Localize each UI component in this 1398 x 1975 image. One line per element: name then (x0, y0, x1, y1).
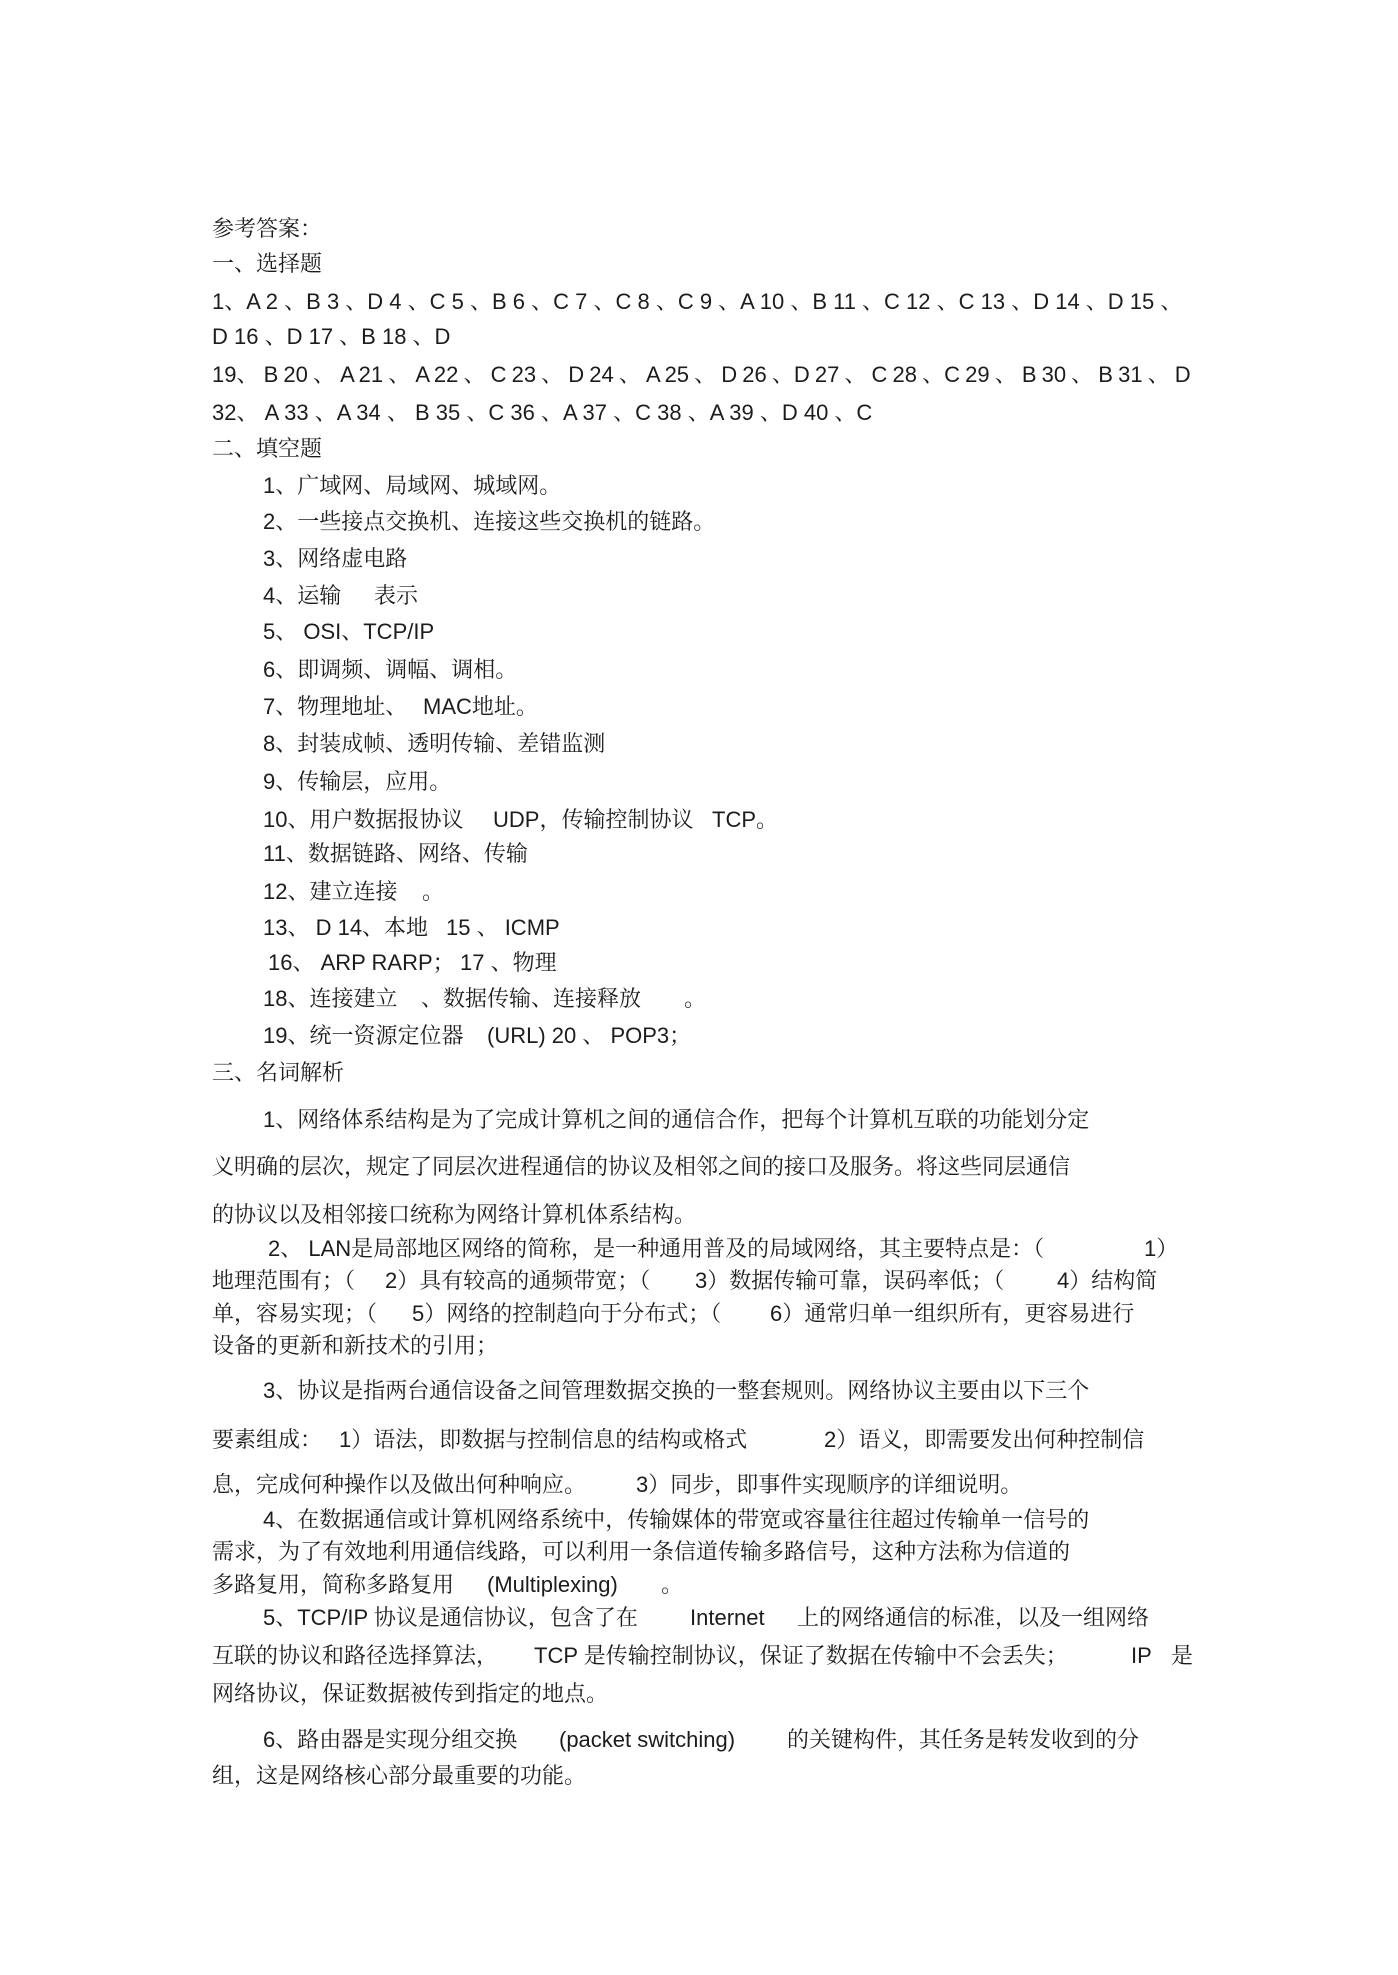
paragraph-line (0, 1236, 1398, 1262)
paragraph-line (0, 1643, 1398, 1669)
fill-answer-item (0, 731, 1398, 757)
fill-answer-text: 4、运输 (263, 583, 342, 608)
paragraph-text: 3）数据传输可靠，误码率低；（ (695, 1268, 1005, 1293)
fill-answer-text: 10、用户数据报协议 (263, 807, 464, 832)
fill-answer-text: 12、建立连接 (263, 879, 398, 904)
paragraph-text: 上的网络通信的标准，以及一组网络 (797, 1605, 1150, 1630)
fill-answer-text: (URL) 20 、 POP3； (487, 1023, 692, 1048)
paragraph-text: 的关键构件，其任务是转发收到的分 (787, 1727, 1140, 1752)
paragraph-line (0, 1605, 1398, 1631)
paragraph-text: 网络协议，保证数据被传到指定的地点。 (212, 1681, 609, 1706)
paragraph-text: 要素组成： (212, 1427, 323, 1452)
fill-answer-text: 6、即调频、调幅、调相。 (263, 657, 518, 682)
fill-answer-item (0, 583, 1398, 609)
fill-answer-item (0, 807, 1398, 833)
fill-answer-item (0, 509, 1398, 535)
paragraph-text: 2、 LAN是局部地区网络的简称，是一种通用普及的局域网络，其主要特点是：（ (268, 1236, 1045, 1261)
fill-answer-text: 15 、 ICMP (446, 915, 560, 940)
fill-answer-text: TCP。 (712, 807, 779, 832)
paragraph-text: 地理范围有；（ (212, 1268, 356, 1293)
fill-answer-item (0, 769, 1398, 795)
paragraph-line (0, 1472, 1398, 1498)
paragraph-text: 5）网络的控制趋向于分布式；（ (412, 1301, 722, 1326)
fill-answer-text: 17 、物理 (460, 950, 557, 975)
fill-answer-text: 5、 OSI、TCP/IP (263, 619, 435, 644)
paragraph-text: 1） (1144, 1236, 1179, 1261)
fill-answer-text: MAC地址。 (423, 694, 538, 719)
fill-answer-text: 16、 ARP RARP； (268, 950, 455, 975)
choice-answer-text: D 16 、D 17 、B 18 、D (212, 324, 451, 349)
fill-answer-text: 18、连接建立 (263, 986, 398, 1011)
paragraph-text: 4、在数据通信或计算机网络系统中，传输媒体的带宽或容量往往超过传输单一信号的 (263, 1507, 1090, 1532)
choice-answer-line (0, 289, 1398, 315)
fill-answer-text: 3、网络虚电路 (263, 546, 408, 571)
paragraph-text: 是 (1171, 1643, 1194, 1668)
choice-answer-line (0, 362, 1398, 388)
fill-answer-item (0, 473, 1398, 499)
fill-answer-text: 、数据传输、连接释放 (421, 986, 642, 1011)
paragraph-line (0, 1378, 1398, 1404)
paragraph-line (0, 1539, 1398, 1565)
paragraph-line (0, 1427, 1398, 1453)
fill-answer-text: 11、数据链路、网络、传输 (263, 841, 528, 866)
paragraph-line (0, 1154, 1398, 1180)
fill-answer-text: 1、广域网、局域网、城域网。 (263, 473, 562, 498)
paragraph-text: Internet (690, 1605, 765, 1630)
paragraph-text: (Multiplexing) (487, 1572, 618, 1597)
choice-answer-line (0, 400, 1398, 426)
fill-answer-item (0, 915, 1398, 941)
paragraph-line (0, 1763, 1398, 1789)
paragraph-text: 。 (661, 1572, 684, 1597)
fill-answer-text: 表示 (374, 583, 419, 608)
fill-answer-text: 2、一些接点交换机、连接这些交换机的链路。 (263, 509, 716, 534)
fill-answer-item (0, 546, 1398, 572)
paragraph-text: 2）具有较高的通频带宽；（ (385, 1268, 651, 1293)
fill-answer-text: 8、封装成帧、透明传输、差错监测 (263, 731, 606, 756)
section-title-text: 一、选择题 (212, 251, 323, 276)
fill-answer-item (0, 694, 1398, 720)
choice-answer-text: 1、A 2 、B 3 、D 4 、C 5 、B 6 、C 7 、C 8 、C 9 、A 10 、B 11 、C 12 、C 13 、D 14 、D 15 、 (212, 289, 1183, 314)
paragraph-text: 1、网络体系结构是为了完成计算机之间的通信合作，把每个计算机互联的功能划分定 (263, 1107, 1090, 1132)
paragraph-text: 需求，为了有效地利用通信线路，可以利用一条信道传输多路信号，这种方法称为信道的 (212, 1539, 1071, 1564)
section-title-fill (0, 436, 1398, 462)
paragraph-line (0, 1268, 1398, 1294)
choice-answer-line (0, 324, 1398, 350)
choice-answer-text: 32、 A 33 、A 34 、 B 35 、C 36 、A 37 、C 38 、A 39 、D 40 、C (212, 400, 873, 425)
paragraph-line (0, 1202, 1398, 1228)
fill-answer-item (0, 657, 1398, 683)
paragraph-text: 组，这是网络核心部分最重要的功能。 (212, 1763, 587, 1788)
paragraph-text: 2）语义，即需要发出何种控制信 (824, 1427, 1145, 1452)
paragraph-text: IP (1131, 1643, 1152, 1668)
fill-answer-item (0, 841, 1398, 867)
document-heading (0, 216, 1398, 242)
paragraph-text: 设备的更新和新技术的引用； (212, 1333, 499, 1358)
section-title-text: 二、填空题 (212, 436, 323, 461)
paragraph-line (0, 1507, 1398, 1533)
fill-answer-text: 。 (422, 879, 445, 904)
paragraph-line (0, 1333, 1398, 1359)
paragraph-text: (packet switching) (559, 1727, 736, 1752)
paragraph-text: 的协议以及相邻接口统称为网络计算机体系结构。 (212, 1202, 697, 1227)
paragraph-text: 6、路由器是实现分组交换 (263, 1727, 518, 1752)
section-title-terms (0, 1060, 1398, 1086)
choice-answer-text: 19、 B 20 、 A 21 、 A 22 、 C 23 、 D 24 、 A 25 、 D 26 、D 27 、 C 28 、C 29 、 B 30 、 B 31 、 D (212, 362, 1191, 387)
heading-text: 参考答案： (212, 216, 323, 241)
fill-answer-item (0, 879, 1398, 905)
paragraph-text: TCP 是传输控制协议，保证了数据在传输中不会丢失； (534, 1643, 1068, 1668)
paragraph-text: 4）结构简 (1057, 1268, 1158, 1293)
paragraph-line (0, 1301, 1398, 1327)
fill-answer-text: 19、统一资源定位器 (263, 1023, 464, 1048)
paragraph-text: 3、协议是指两台通信设备之间管理数据交换的一整套规则。网络协议主要由以下三个 (263, 1378, 1090, 1403)
paragraph-text: 多路复用，简称多路复用 (212, 1572, 455, 1597)
paragraph-text: 互联的协议和路径选择算法， (212, 1643, 499, 1668)
fill-answer-item (0, 619, 1398, 645)
paragraph-line (0, 1572, 1398, 1598)
paragraph-text: 息，完成何种操作以及做出何种响应。 (212, 1472, 587, 1497)
fill-answer-text: 13、 D 14、本地 (263, 915, 429, 940)
paragraph-line (0, 1681, 1398, 1707)
fill-answer-text: UDP，传输控制协议 (493, 807, 694, 832)
paragraph-text: 6）通常归单一组织所有，更容易进行 (770, 1301, 1135, 1326)
section-title-choice (0, 251, 1398, 277)
paragraph-text: 3）同步，即事件实现顺序的详细说明。 (636, 1472, 1023, 1497)
fill-answer-text: 7、物理地址、 (263, 694, 408, 719)
fill-answer-item (0, 986, 1398, 1012)
section-title-text: 三、名词解析 (212, 1060, 345, 1085)
paragraph-line (0, 1107, 1398, 1133)
paragraph-text: 单，容易实现；（ (212, 1301, 378, 1326)
paragraph-text: 1）语法，即数据与控制信息的结构或格式 (339, 1427, 748, 1452)
fill-answer-text: 。 (684, 986, 707, 1011)
paragraph-text: 义明确的层次，规定了同层次进程通信的协议及相邻之间的接口及服务。将这些同层通信 (212, 1154, 1071, 1179)
fill-answer-item (0, 1023, 1398, 1049)
fill-answer-text: 9、传输层，应用。 (263, 769, 452, 794)
fill-answer-item (0, 950, 1398, 976)
paragraph-line (0, 1727, 1398, 1753)
paragraph-text: 5、TCP/IP 协议是通信协议，包含了在 (263, 1605, 638, 1630)
